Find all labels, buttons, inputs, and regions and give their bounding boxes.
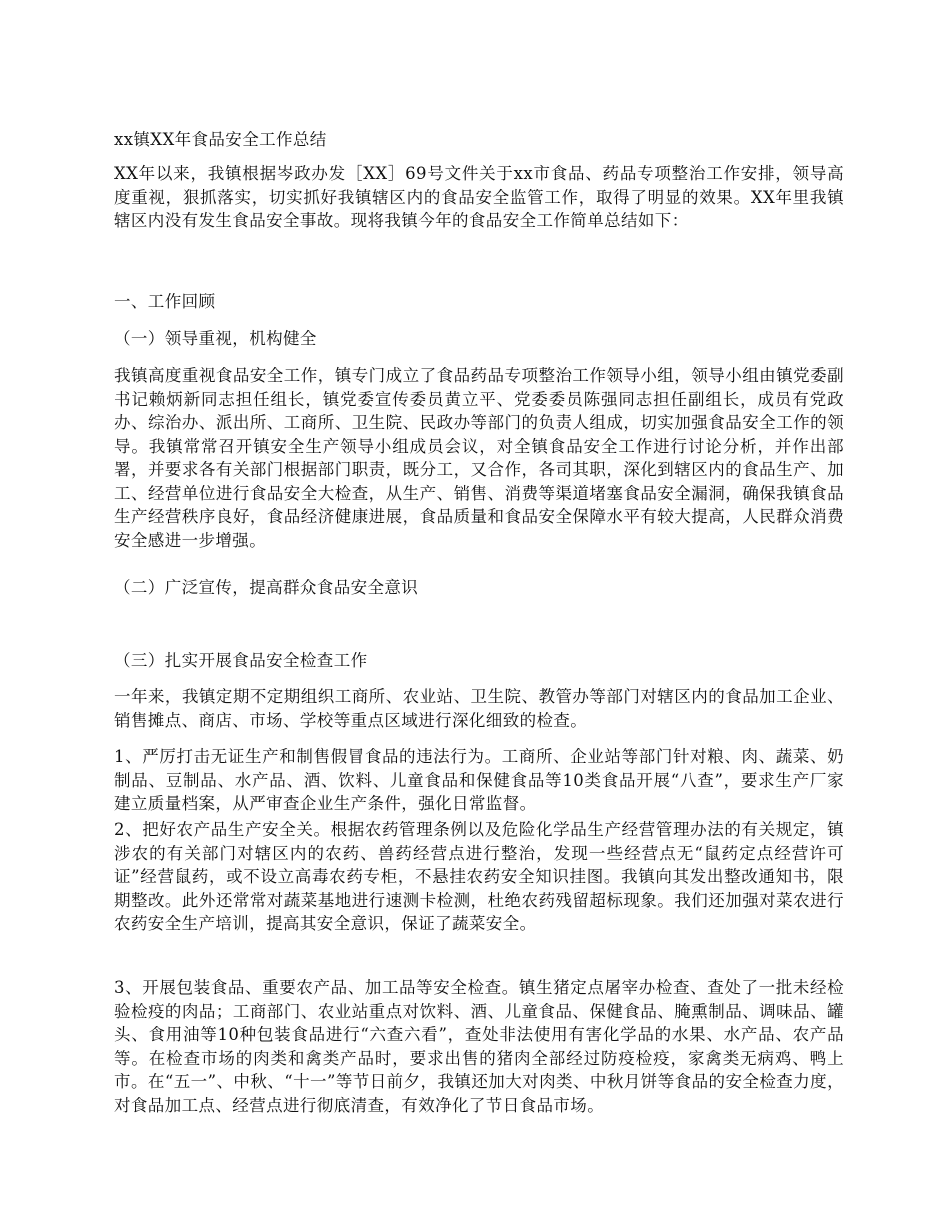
document-title: xx镇XX年食品安全工作总结: [114, 130, 327, 149]
inspection-paragraph: 一年来，我镇定期不定期组织工商所、农业站、卫生院、教管办等部门对辖区内的食品加工企业、销售摊点、商店、市场、学校等重点区域进行深化细致的检查。: [114, 687, 844, 730]
subheading-leadership: （一）领导重视，机构健全: [114, 329, 317, 348]
item-2-paragraph: 2、把好农产品生产安全关。根据农药管理条例以及危险化学品生产经营管理办法的有关规定，镇涉农的有关部门对辖区内的农药、兽药经营点进行整治，发现一些经营点无“鼠药定点经营许可证”经营鼠药，或不设立高毒农药专柜，不悬挂农药安全知识挂图。我镇向其发出整改通知书，限期整改。此外还常常对蔬菜基地进行速测卡检测，杜绝农药残留超标现象。我们还加强对菜农进行农药安全生产培训，提高其安全意识，保证了蔬菜安全。: [114, 820, 844, 933]
item-3-paragraph: 3、开展包装食品、重要农产品、加工品等安全检查。镇生猪定点屠宰办检查、查处了一批未经检验检疫的肉品；工商部门、农业站重点对饮料、酒、儿童食品、保健食品、腌熏制品、调味品、罐头、食用油等10种包装食品进行“六查六看”，查处非法使用有害化学品的水果、水产品、农产品等。在检查市场的肉类和禽类产品时，要求出售的猪肉全部经过防疫检疫，家禽类无病鸡、鸭上市。在“五一”、中秋、“十一”等节日前夕，我镇还加大对肉类、中秋月饼等食品的安全检查力度，对食品加工点、经营点进行彻底清查，有效净化了节日食品市场。: [114, 978, 844, 1115]
section-heading-review: 一、工作回顾: [114, 292, 216, 311]
leadership-paragraph: 我镇高度重视食品安全工作，镇专门成立了食品药品专项整治工作领导小组，领导小组由镇党委副书记赖炳新同志担任组长，镇党委宣传委员黄立平、党委委员陈强同志担任副组长，成员有党政办、综治办、派出所、工商所、卫生院、民政办等部门的负责人组成，切实加强食品安全工作的领导。我镇常常召开镇安全生产领导小组成员会议，对全镇食品安全工作进行讨论分析，并作出部署，并要求各有关部门根据部门职责，既分工，又合作，各司其职，深化到辖区内的食品生产、加工、经营单位进行食品安全大检查，从生产、销售、消费等渠道堵塞食品安全漏洞，确保我镇食品生产经营秩序良好，食品经济健康进展，食品质量和食品安全保障水平有较大提高，人民群众消费安全感进一步增强。: [114, 366, 844, 550]
subheading-inspection: （三）扎实开展食品安全检查工作: [114, 651, 368, 670]
subheading-publicity: （二）广泛宣传，提高群众食品安全意识: [114, 578, 419, 597]
item-1-paragraph: 1、严厉打击无证生产和制售假冒食品的违法行为。工商所、企业站等部门针对粮、肉、蔬菜、奶制品、豆制品、水产品、酒、饮料、儿童食品和保健食品等10类食品开展“八查”，要求生产厂家建立质量档案，从严审查企业生产条件，强化日常监督。: [114, 747, 844, 813]
intro-paragraph: XX年以来，我镇根据岑政办发［XX］69号文件关于xx市食品、药品专项整治工作安排，领导高度重视，狠抓落实，切实抓好我镇辖区内的食品安全监管工作，取得了明显的效果。XX年里我镇辖区内没有发生食品安全事故。现将我镇今年的食品安全工作简单总结如下：: [114, 164, 844, 230]
